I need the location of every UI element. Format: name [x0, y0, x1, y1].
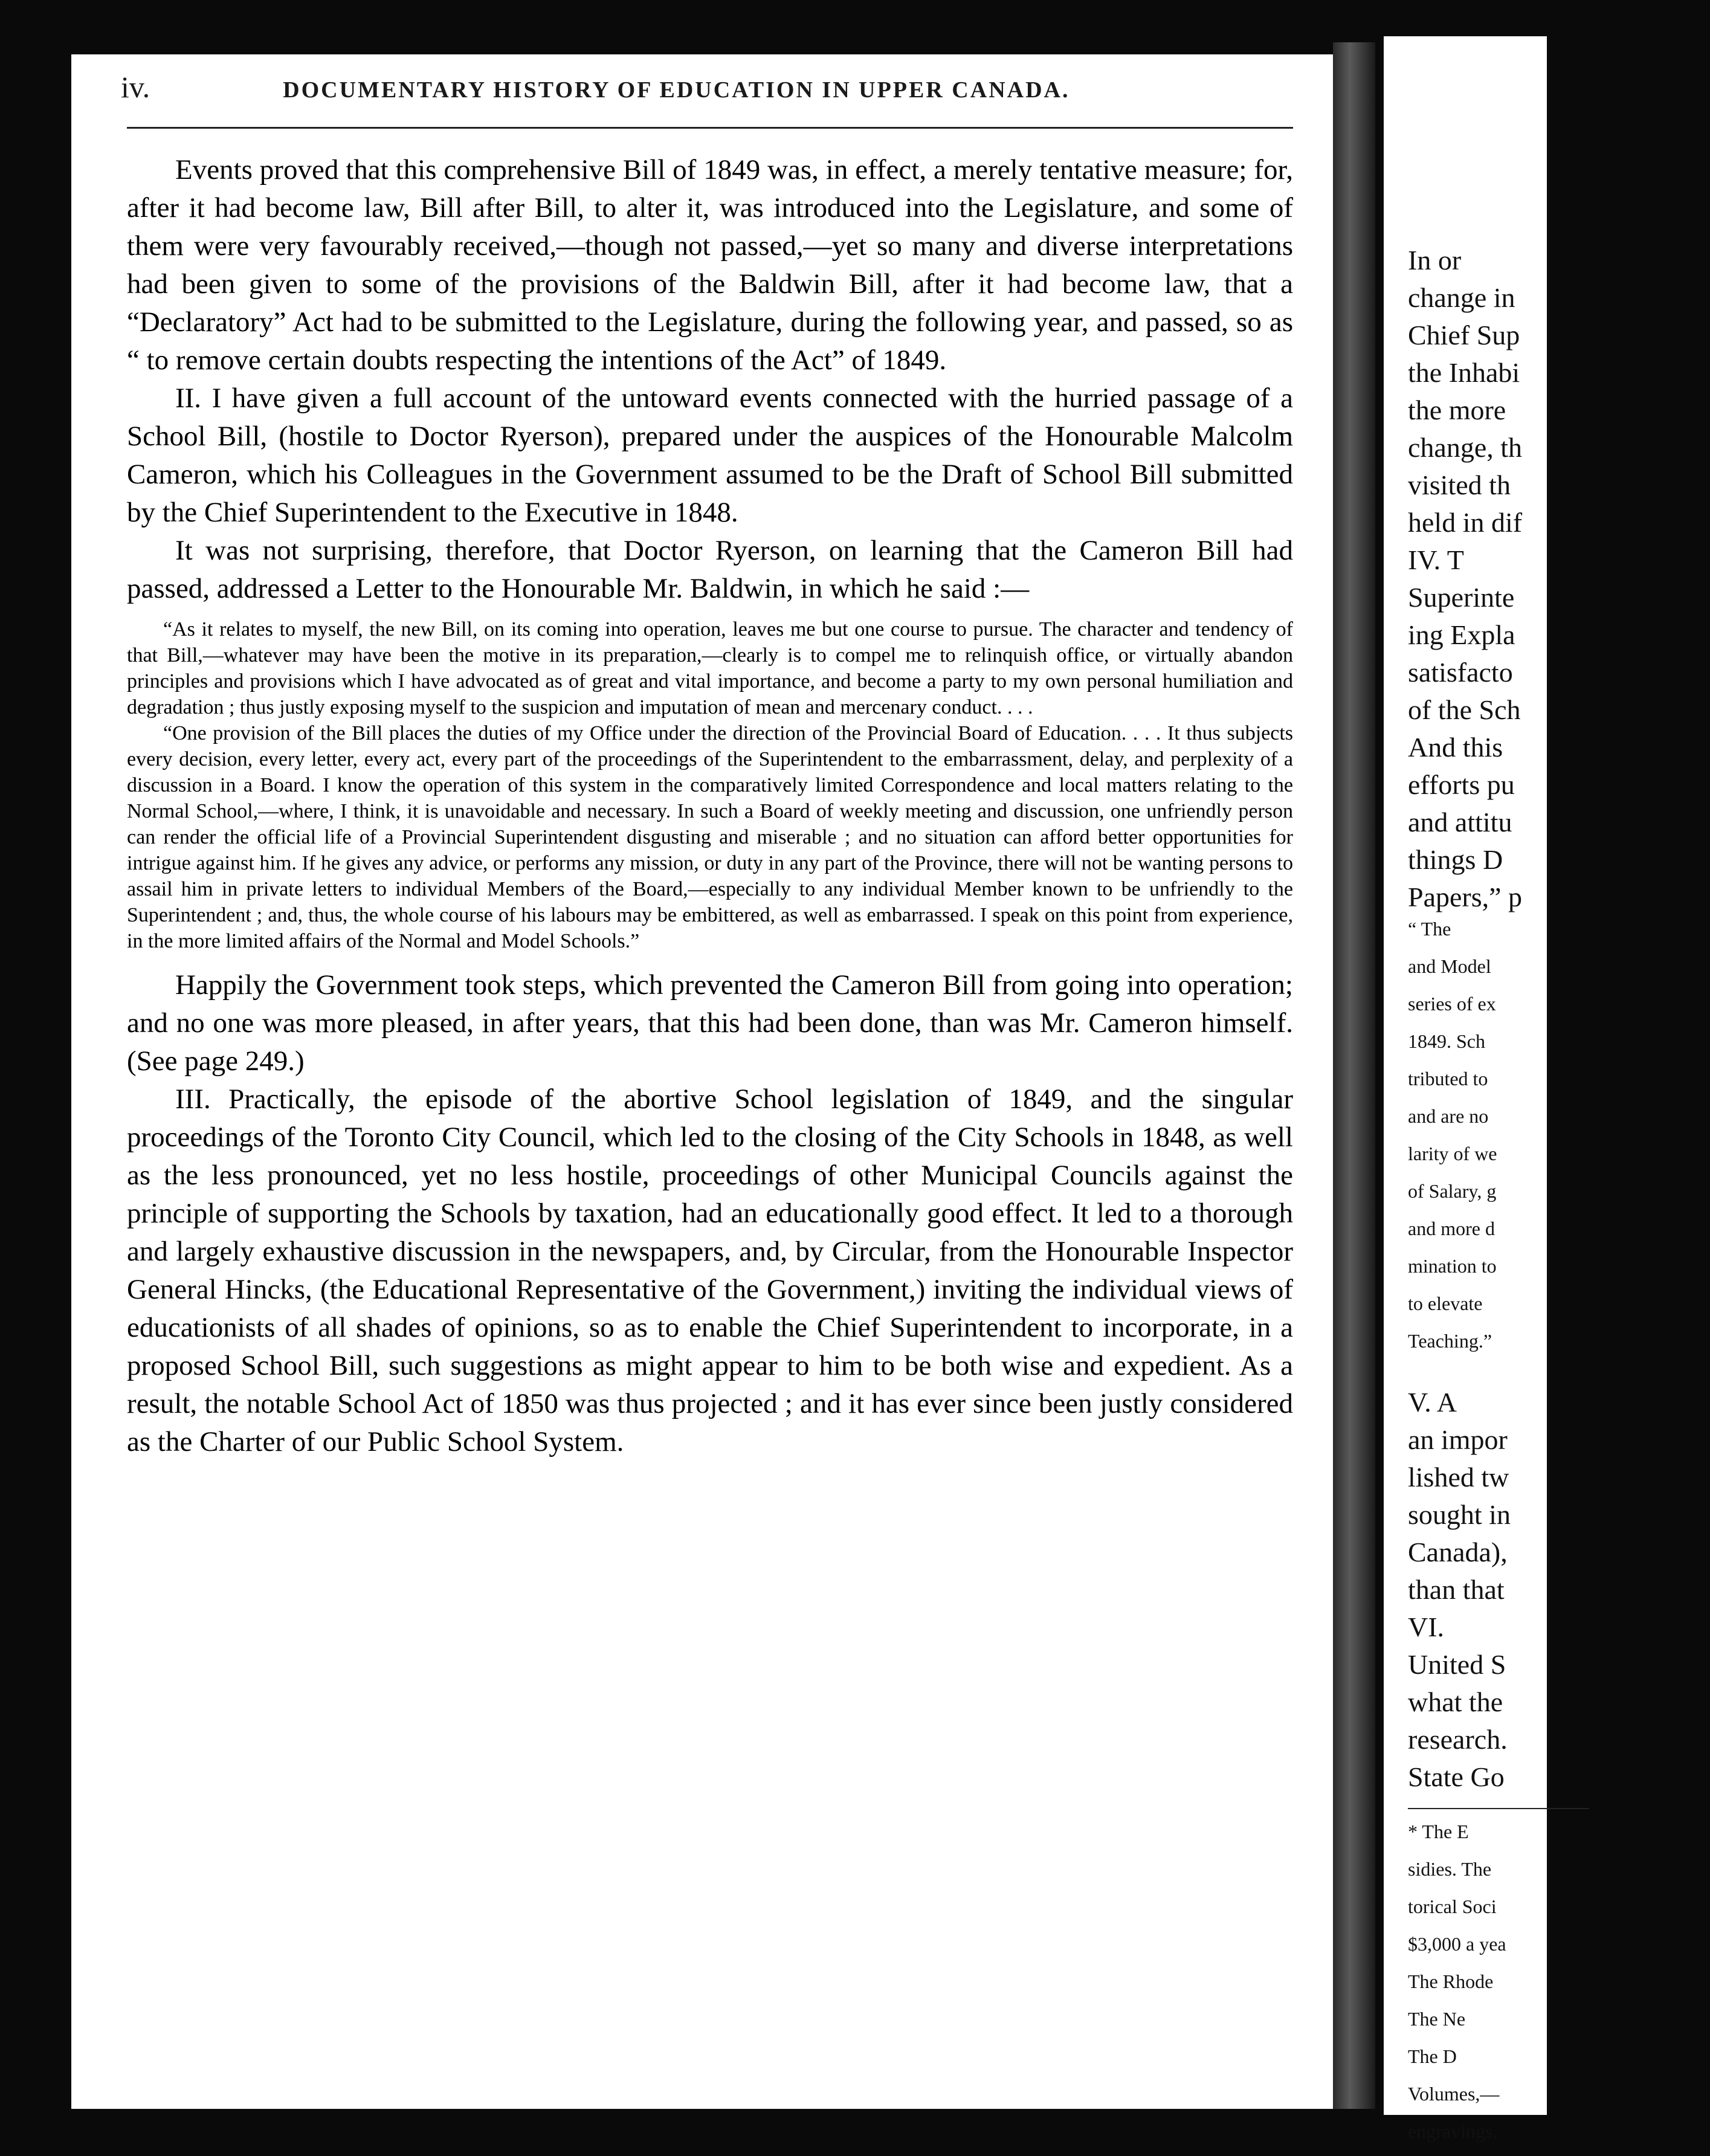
facing-line: efforts pu: [1408, 769, 1515, 800]
facing-line: In or: [1408, 245, 1462, 276]
facing-line: to elevate: [1408, 1293, 1483, 1314]
paragraph-3: It was not surprising, therefore, that Doctor Ryerson, on learning that the Cameron Bill had passed, addressed a Letter to the Honourable Mr. Baldwin, in which he said :—: [127, 535, 1293, 604]
facing-line: what the: [1408, 1686, 1503, 1717]
facing-lines-a: [1408, 242, 1710, 916]
facing-line: torical Soci: [1408, 1896, 1497, 1917]
facing-line: Canada),: [1408, 1537, 1508, 1567]
block-quote: [127, 616, 1293, 954]
facing-line: tributed to: [1408, 1068, 1488, 1089]
facing-line: State Go: [1408, 1761, 1505, 1792]
facing-line: and attitu: [1408, 807, 1512, 838]
facing-line: of Salary, g: [1408, 1180, 1497, 1202]
facing-lines-b: [1408, 916, 1710, 1366]
facing-line: and Model: [1408, 955, 1491, 977]
facing-line: And this: [1408, 732, 1503, 763]
facing-line: series of ex: [1408, 993, 1496, 1015]
facing-line: and are no: [1408, 1105, 1489, 1127]
facing-line: sought in: [1408, 1499, 1511, 1530]
facing-line: held in dif: [1408, 507, 1523, 538]
facing-line: satisfacto: [1408, 657, 1513, 688]
facing-line: an impor: [1408, 1424, 1508, 1455]
facing-line: Teaching.”: [1408, 1330, 1492, 1352]
facing-line: the more: [1408, 395, 1506, 425]
facing-line: The Rhode: [1408, 1970, 1494, 1992]
facing-line: $3,000 a yea: [1408, 1933, 1506, 1955]
facing-line: The Ne: [1408, 2008, 1466, 2030]
facing-line: * The E: [1408, 1821, 1469, 1842]
facing-line: things D: [1408, 844, 1503, 875]
facing-line: Superinte: [1408, 582, 1515, 613]
facing-line: change, th: [1408, 432, 1523, 463]
running-header: [121, 69, 1299, 105]
facing-line: of the Sch: [1408, 694, 1521, 725]
facing-line: mination to: [1408, 1255, 1497, 1277]
facing-line: Volumes,—: [1408, 2083, 1500, 2105]
quote-paragraph-2: “One provision of the Bill places the duties of my Office under the direction of the Provincial Board of Education. . . . It thus subjects every decision, every letter, every act, every part of the proceedings of the Superintendent to the embarrassment, delay, and perplexity of a discussion in a Board. I know the operation of this system in the comparatively limited Correspondence and local matters relating to the Normal School,—where, I think, it is unavoidable and necessary. In such a Board of weekly meeting and discussion, one unfriendly person can render the official life of a Provincial Superintendent disgusting and miserable ; and no situation can afford better opportunities for intrigue against him. If he gives any advice, or performs any mission, or duty in any part of the Province, there will not be wanting persons to assail him in private letters to individual Members of the Board,—especially to any individual Member known to be unfriendly to the Superintendent ; and, thus, the whole course of his labours may be embittered, as well as embarrassed. I speak on this point from experience, in the more limited affairs of the Normal and Model Schools.”: [127, 722, 1293, 952]
facing-line: engravings.: [1408, 2120, 1498, 2142]
facing-line: IV. T: [1408, 544, 1464, 575]
facing-lines-d: [1408, 1819, 1710, 2156]
facing-line: change in: [1408, 282, 1515, 313]
facing-line: “ The: [1408, 918, 1451, 940]
paragraph-1: Events proved that this comprehensive Bill of 1849 was, in effect, a merely tentative measure; for, after it had become law, Bill after Bill, to alter it, was introduced into the Legislature, and some of them were very favourably received,—though not passed,—yet so many and diverse interpretations had been given to some of the provisions of the Baldwin Bill, after it had become law, that a “Declaratory” Act had to be submitted to the Legislature, during the following year, and passed, so as “ to remove certain doubts respecting the intentions of the Act” of 1849.: [127, 154, 1293, 376]
facing-line: United S: [1408, 1649, 1506, 1680]
facing-lines-c: [1408, 1384, 1710, 1796]
running-title: DOCUMENTARY HISTORY OF EDUCATION IN UPPER CANADA.: [283, 77, 1070, 103]
facing-line: research.: [1408, 1724, 1508, 1755]
page-gutter-shadow: [1333, 42, 1375, 2109]
facing-line: The D: [1408, 2045, 1457, 2067]
facing-line: 1849. Sch: [1408, 1030, 1485, 1052]
main-text: [127, 151, 1293, 1461]
facing-line: visited th: [1408, 470, 1511, 500]
paragraph-5: III. Practically, the episode of the abortive School legislation of 1849, and the singular proceedings of the Toronto City Council, which led to the closing of the City Schools in 1848, as well as the less pronounced, yet no less hostile, proceedings of other Municipal Councils against the principle of supporting the Schools by taxation, had an educationally good effect. It led to a thorough and largely exhaustive discussion in the newspapers, and, by Circular, from the Honourable Inspector General Hincks, (the Educational Representative of the Government,) inviting the individual views of educationists of all shades of opinions, so as to enable the Chief Superintendent to incorporate, in a proposed School Bill, such suggestions as might appear to him to be both wise and expedient. As a result, the notable School Act of 1850 was thus projected ; and it has ever since been justly considered as the Charter of our Public School System.: [127, 1083, 1293, 1457]
facing-page-text: [1408, 242, 1710, 2156]
paragraph-4: Happily the Government took steps, which prevented the Cameron Bill from going into operation; and no one was more pleased, in after years, that this had been done, than was Mr. Cameron himself. (See page 249.): [127, 969, 1293, 1077]
facing-line: ing Expla: [1408, 619, 1515, 650]
facing-line: Papers,” p: [1408, 882, 1523, 912]
facing-footnote-rule: [1408, 1808, 1589, 1809]
page-number: iv.: [121, 70, 150, 104]
facing-line: larity of we: [1408, 1143, 1497, 1164]
facing-line: Chief Sup: [1408, 320, 1520, 350]
paragraph-2: II. I have given a full account of the untoward events connected with the hurried passage of a School Bill, (hostile to Doctor Ryerson), prepared under the auspices of the Honourable Malcolm Cameron, which his Colleagues in the Government assumed to be the Draft of School Bill submitted by the Chief Superintendent to the Executive in 1848.: [127, 382, 1293, 528]
facing-line: lished tw: [1408, 1462, 1509, 1493]
facing-line: the Inhabi: [1408, 357, 1520, 388]
facing-page: [1384, 36, 1547, 2142]
facing-line: than that: [1408, 1574, 1505, 1605]
header-rule: [127, 127, 1293, 129]
quote-paragraph-1: “As it relates to myself, the new Bill, on its coming into operation, leaves me but one course to pursue. The character and tendency of that Bill,—whatever may have been the motive in its preparation,—clearly is to compel me to relinquish office, or virtually abandon principles and provisions which I have advocated as of great and vital importance, and become a party to my own personal humiliation and degradation ; thus justly exposing myself to the suspicion and imputation of mean and mercenary conduct. . . .: [127, 618, 1293, 718]
facing-line: sidies. The: [1408, 1858, 1492, 1880]
facing-line: V. A: [1408, 1387, 1457, 1418]
facing-line: and more d: [1408, 1218, 1495, 1239]
facing-line: VI.: [1408, 1612, 1445, 1642]
